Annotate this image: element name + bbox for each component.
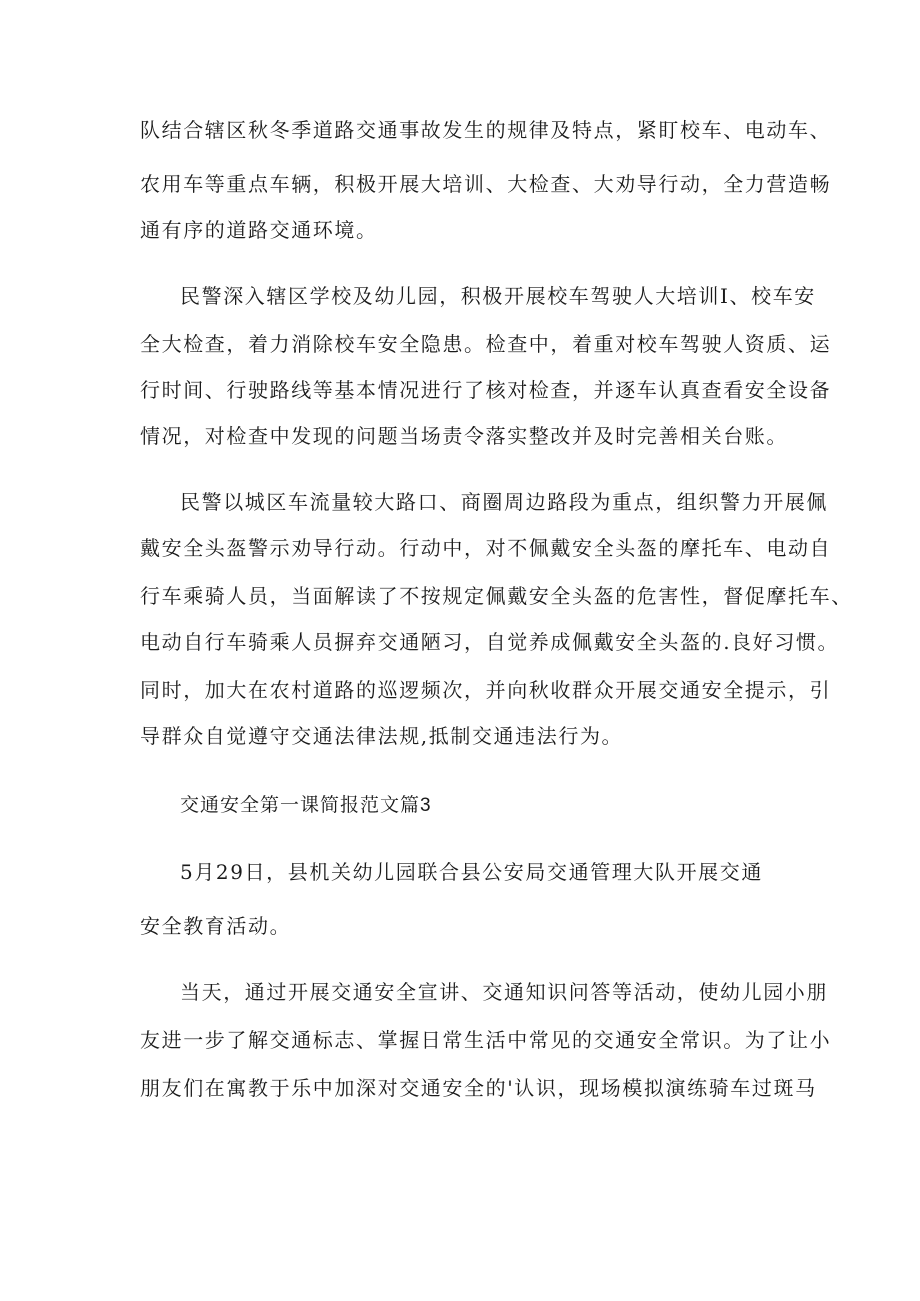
- paragraph-2-line-3: 行时间、行驶路线等基本情况进行了核对检查，并逐车认真查看安全设备: [140, 378, 832, 402]
- paragraph-3-line-1: 民警以城区车流量较大路口、商圈周边路段为重点，组织警力开展佩: [180, 490, 828, 514]
- paragraph-1-line-3: 通有序的道路交通环境。: [140, 218, 378, 242]
- paragraph-3-line-5: 同时，加大在农村道路的巡逻频次，并向秋收群众开展交通安全提示，引: [140, 678, 832, 702]
- paragraph-5-line-1: 当天，通过开展交通安全宣讲、交通知识问答等活动，使幼儿园小朋: [180, 980, 828, 1004]
- paragraph-2-line-1: 民警深入辖区学校及幼儿园，积极开展校车驾驶人大培训I、校车安: [180, 284, 816, 308]
- paragraph-1-line-2: 农用车等重点车辆，积极开展大培训、大检查、大劝导行动，全力营造畅: [140, 172, 832, 196]
- paragraph-5-line-2: 友进一步了解交通标志、掌握日常生活中常见的交通安全常识。为了让小: [140, 1028, 832, 1052]
- paragraph-2-line-4: 情况，对检查中发现的问题当场责令落实整改并及时完善相关台账。: [140, 424, 788, 448]
- paragraph-3-line-6: 导群众自觉遵守交通法律法规,抵制交通违法行为。: [140, 724, 624, 748]
- section-heading: 交通安全第一课简报范文篇3: [180, 795, 432, 816]
- paragraph-3-line-4: 电动自行车骑乘人员摒弃交通陋习，自觉养成佩戴安全头盔的.良好习惯。: [140, 630, 840, 654]
- paragraph-4-line-1: 5月29日，县机关幼儿园联合县公安局交通管理大队开展交通: [180, 860, 763, 884]
- paragraph-3-line-2: 戴安全头盔警示劝导行动。行动中，对不佩戴安全头盔的摩托车、电动自: [140, 536, 832, 560]
- paragraph-5-line-3: 朋友们在寓教于乐中加深对交通安全的'认识，现场模拟演练骑车过斑马: [140, 1076, 817, 1100]
- paragraph-4-line-2: 安全教育活动。: [140, 914, 292, 938]
- paragraph-1-line-1: 队结合辖区秋冬季道路交通事故发生的规律及特点，紧盯校车、电动车、: [140, 118, 832, 142]
- paragraph-2-line-2: 全大检查，着力消除校车安全隐患。检查中，着重对校车驾驶人资质、运: [140, 332, 832, 356]
- paragraph-3-line-3: 行车乘骑人员，当面解读了不按规定佩戴安全头盔的危害性，督促摩托车、: [140, 584, 853, 608]
